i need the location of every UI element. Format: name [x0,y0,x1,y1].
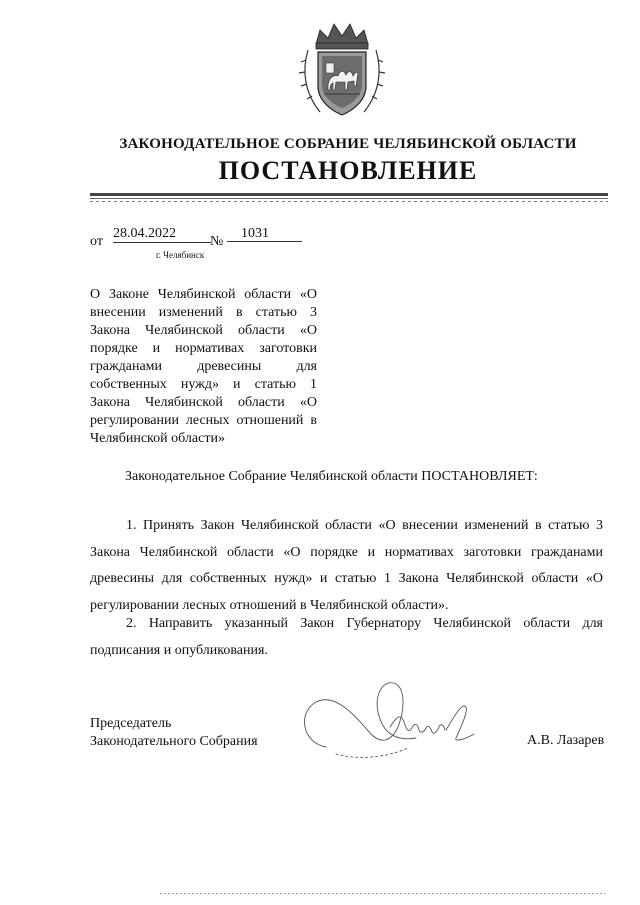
signatory-title-line-2: Законодательного Собрания [90,734,258,749]
handwritten-signature-icon [296,672,496,762]
document-number: 1031 [227,226,302,242]
header-divider-thick [90,193,608,196]
header-divider-thin [90,198,608,199]
signatory-title-line-1: Председатель [90,716,172,731]
organization-name: ЗАКОНОДАТЕЛЬНОЕ СОБРАНИЕ ЧЕЛЯБИНСКОЙ ОБЛАСТИ [119,136,577,152]
document-type-title: ПОСТАНОВЛЕНИЕ [218,156,478,185]
number-label: № [210,234,224,249]
signer-name: А.В. Лазарев [527,733,605,748]
document-subject: О Законе Челябинской области «О внесении изменений в статью 3 Закона Челябинской области «О порядке и нормативах заготовки гражданами древесины для собственных нужд» и статью 1 Закона Челябинской области «О регулировании лесных отношений в Челябинской области» [90,287,317,446]
document-date: 28.04.2022 [113,226,211,243]
signatory-title [90,715,258,751]
footer-dotted-rule [160,893,605,894]
header-divider-dotted [90,201,608,202]
date-label: от [90,234,103,249]
chelyabinsk-coat-of-arms-icon [298,20,386,120]
clause-2: 2. Направить указанный Закон Губернатору Челябинской области для подписания и опубликования. [90,616,603,658]
document-city: г. Челябинск [156,250,205,260]
clause-1: 1. Принять Закон Челябинской области «О внесении изменений в статью 3 Закона Челябинской области «О порядке и нормативах заготовки гражданами древесины для собственных нужд» и статью 1 Закона Челябинской области «О регулировании лесных отношений в Челябинской области». [90,518,603,613]
preamble: Законодательное Собрание Челябинской области ПОСТАНОВЛЯЕТ: [125,469,538,484]
